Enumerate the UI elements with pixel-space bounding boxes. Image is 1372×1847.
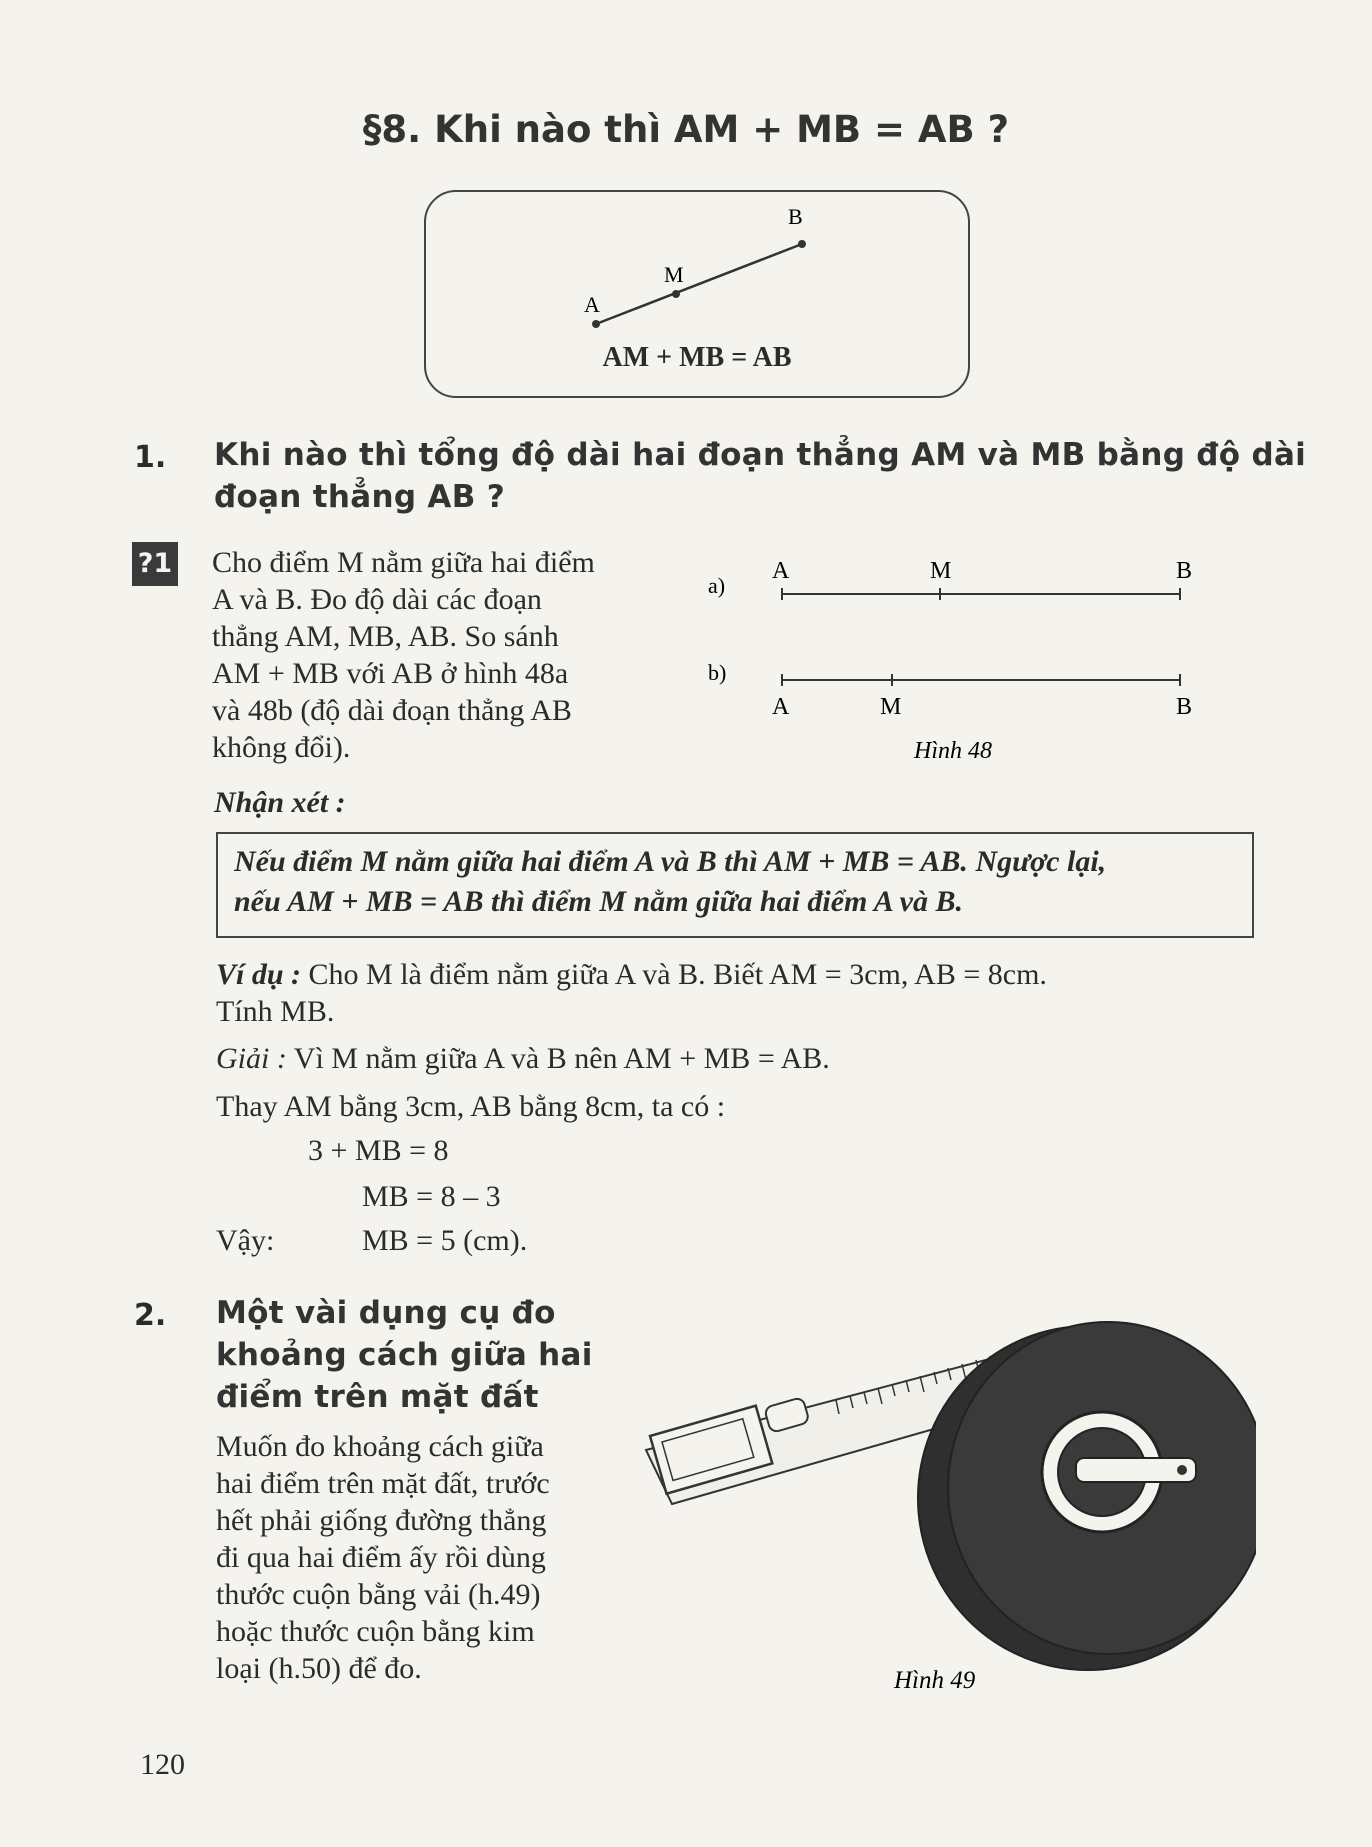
rule-line1b: Ngược lại,: [975, 845, 1107, 878]
fig48-tag-a: a): [708, 573, 726, 598]
summary-diagram-box: [424, 190, 970, 398]
label-b: B: [788, 204, 803, 229]
segment-ab-line: [596, 244, 802, 324]
heading2-line: khoảng cách giữa hai: [216, 1337, 593, 1373]
heading2-line: Một vài dụng cụ đo: [216, 1295, 556, 1331]
heading2-line: điểm trên mặt đất: [216, 1379, 539, 1415]
substitute-line: Thay AM bằng 3cm, AB bằng 8cm, ta có :: [216, 1090, 726, 1123]
fig48-caption: Hình 48: [914, 738, 992, 764]
rule-line1a: Nếu điểm M nằm giữa hai điểm A và B thì AM + MB = AB.: [234, 845, 968, 878]
figure-48: [690, 548, 1210, 770]
label-a: A: [584, 292, 600, 317]
heading1-line1: Khi nào thì tổng độ dài hai đoạn thẳng AM và MB bằng độ dài: [214, 437, 1307, 473]
fig49-caption: Hình 49: [894, 1667, 976, 1690]
question-badge: ?1: [132, 542, 178, 586]
example-label: Ví dụ :: [216, 958, 302, 991]
equation-3: MB = 5 (cm).: [362, 1224, 528, 1257]
fig48b-label-m: M: [880, 694, 902, 720]
fig48b-label-a: A: [772, 694, 790, 720]
paragraph-line: thước cuộn bằng vải (h.49): [216, 1578, 541, 1611]
rule-line2: nếu AM + MB = AB thì điểm M nằm giữa hai điểm A và B.: [234, 885, 963, 918]
crank-pin: [1177, 1465, 1187, 1475]
conclusion-label: Vậy:: [216, 1224, 275, 1257]
fig48a-label-a: A: [772, 558, 790, 584]
paragraph-line: hoặc thước cuộn bằng kim: [216, 1615, 535, 1648]
paragraph-line: loại (h.50) để đo.: [216, 1652, 422, 1685]
heading2-number: 2.: [134, 1298, 167, 1333]
solution-text: Vì M nằm giữa A và B nên AM + MB = AB.: [293, 1042, 830, 1075]
label-m: M: [664, 262, 684, 287]
example-line2: Tính MB.: [216, 995, 335, 1028]
question-line: Cho điểm M nằm giữa hai điểm: [212, 546, 595, 579]
paragraph-line: Muốn đo khoảng cách giữa: [216, 1430, 544, 1463]
question-line: không đổi).: [212, 731, 351, 764]
fig48-tag-b: b): [708, 660, 727, 685]
page-title: §8. Khi nào thì AM + MB = AB ?: [362, 108, 1010, 151]
paragraph-line: hai điểm trên mặt đất, trước: [216, 1467, 550, 1500]
paragraph-line: đi qua hai điểm ấy rồi dùng: [216, 1541, 546, 1574]
question-line: thẳng AM, MB, AB. So sánh: [212, 620, 559, 653]
heading1-number: 1.: [134, 440, 167, 475]
fig48a-label-b: B: [1176, 558, 1193, 584]
paragraph-line: hết phải giống đường thẳng: [216, 1504, 547, 1537]
point-b: [798, 240, 806, 248]
solution-line: [216, 1040, 830, 1077]
solution-label: Giải :: [216, 1042, 287, 1075]
formula-text: AM + MB = AB: [602, 342, 792, 373]
page-number: 120: [140, 1748, 185, 1781]
rule-box: [216, 832, 1254, 938]
question-text: [212, 544, 636, 766]
equation-1: 3 + MB = 8: [308, 1134, 449, 1167]
example-block: [216, 956, 1256, 1030]
point-a: [592, 320, 600, 328]
point-m: [672, 290, 680, 298]
equation-2: MB = 8 – 3: [362, 1180, 501, 1213]
heading2-title: [216, 1292, 616, 1418]
heading1-line2: đoạn thẳng AB ?: [214, 479, 506, 515]
fig48a-label-m: M: [930, 558, 952, 584]
fig48b-label-b: B: [1176, 694, 1193, 720]
question-line: và 48b (độ dài đoạn thẳng AB: [212, 694, 572, 727]
remark-label: Nhận xét :: [214, 786, 346, 819]
example-line1: Cho M là điểm nằm giữa A và B. Biết AM = 3cm, AB = 8cm.: [308, 958, 1047, 991]
question-line: AM + MB với AB ở hình 48a: [212, 657, 569, 690]
paragraph-2: [216, 1428, 612, 1687]
question-line: A và B. Đo độ dài các đoạn: [212, 583, 542, 616]
tape-measure-illustration: [636, 1290, 1256, 1690]
